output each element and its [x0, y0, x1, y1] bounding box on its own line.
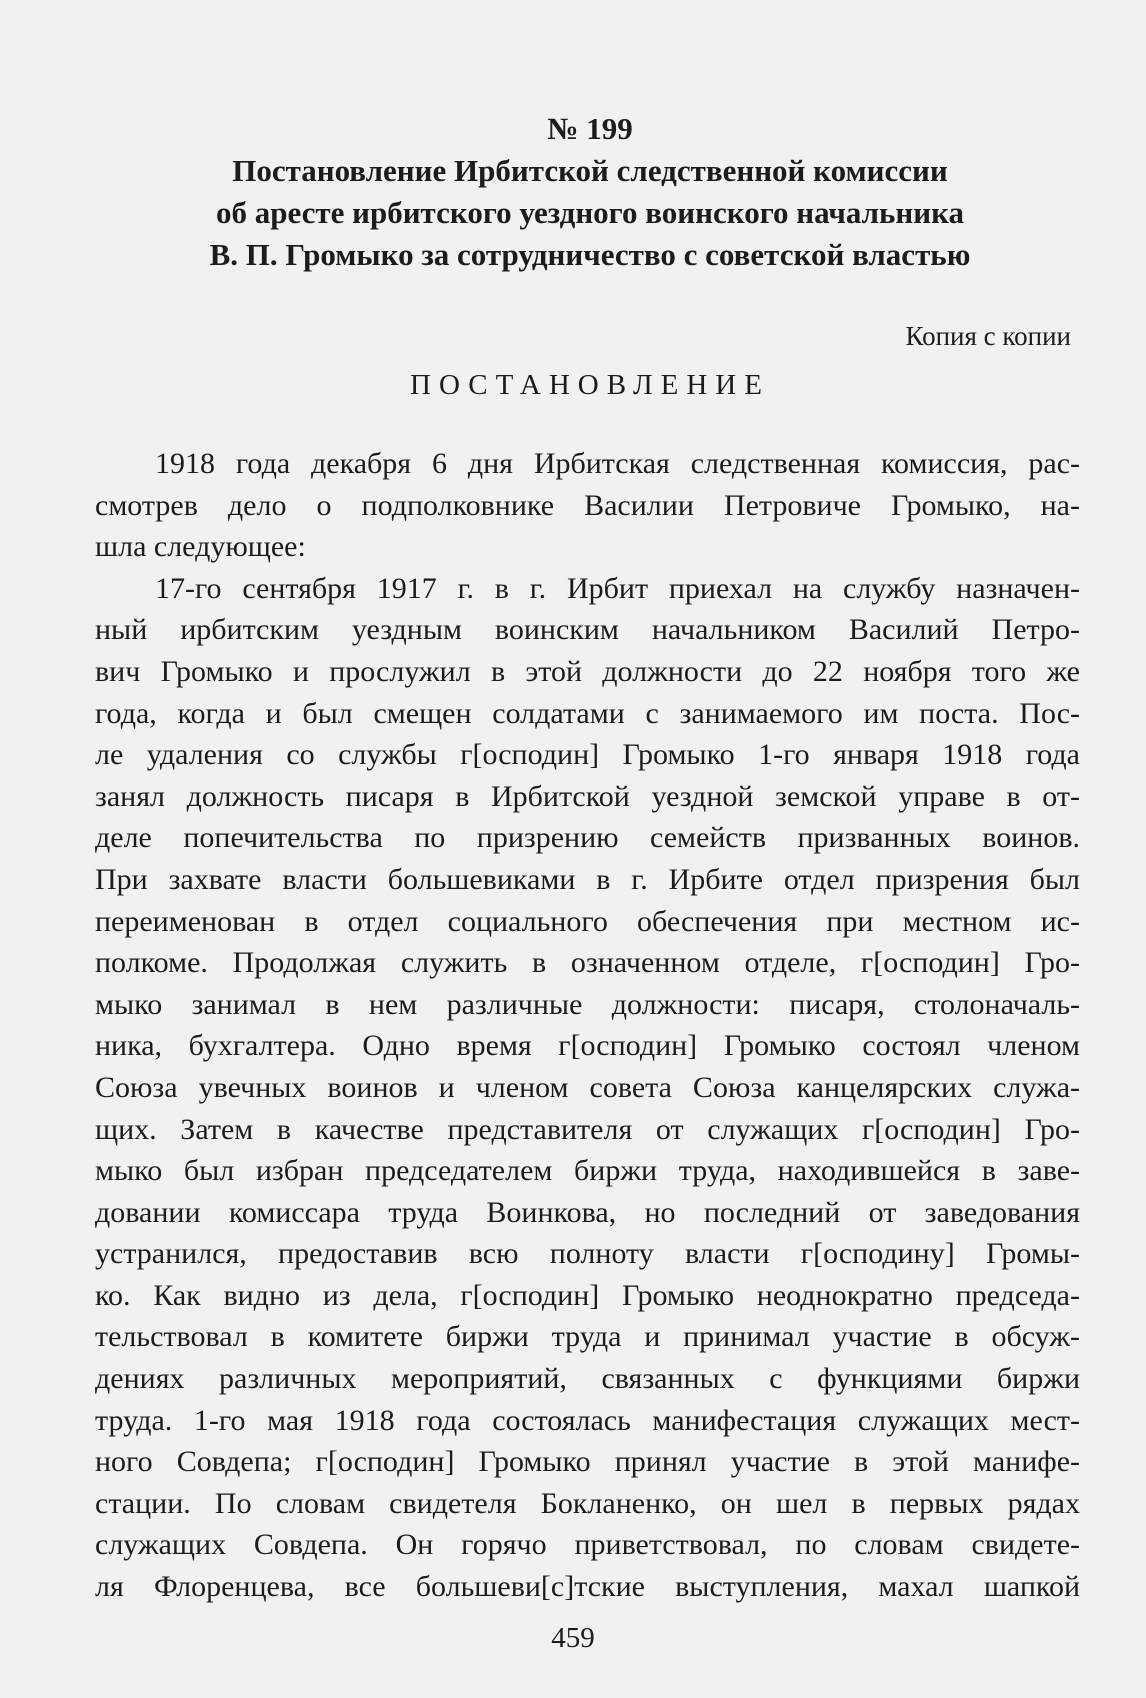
body-line: ного Совдепа; г[осподин] Громыко принял участие в этой манифе- [95, 1445, 1080, 1479]
body-line: ный ирбитским уездным воинским начальником Василий Петро- [95, 613, 1080, 647]
title-line: об аресте ирбитского уездного воинского начальника [215, 195, 965, 230]
body-line: полкоме. Продолжая служить в означенном отделе, г[осподин] Гро- [95, 946, 1080, 980]
section-heading: ПОСТАНОВЛЕНИЕ [410, 369, 770, 401]
document-number: № 199 [547, 111, 633, 146]
body-line: ко. Как видно из дела, г[осподин] Громыко неоднократно председа- [95, 1278, 1080, 1312]
body-line: шла следующее: [95, 530, 306, 564]
page-number: 459 [551, 1622, 595, 1654]
body-line: занял должность писаря в Ирбитской уездной земской управе в от- [95, 779, 1080, 813]
body-line: смотрев дело о подполковнике Василии Петровиче Громыко, на- [95, 488, 1080, 522]
body-line: довании комиссара труда Воинкова, но последний от заведования [95, 1195, 1080, 1229]
body-line: года, когда и был смещен солдатами с занимаемого им поста. Пос- [95, 696, 1080, 730]
document-title [100, 150, 1080, 276]
body-line: стации. По словам свидетеля Бокланенко, он шел в первых рядах [95, 1486, 1080, 1520]
body-line: дениях различных мероприятий, связанных с функциями биржи [95, 1362, 1080, 1396]
title-line: Постановление Ирбитской следственной комиссии [232, 153, 948, 188]
body-line: ля Флоренцева, все большеви[с]тские выступления, махал шапкой [95, 1570, 1080, 1604]
copy-note: Копия с копии [905, 321, 1071, 351]
body-line: деле попечительства по призрению семейств призванных воинов. [95, 821, 1080, 855]
body-line: мыко занимал в нем различные должности: писаря, столоначаль- [95, 987, 1080, 1021]
body-line: Союза увечных воинов и членом совета Союза канцелярских служа- [95, 1070, 1080, 1104]
body-line: мыко был избран председателем биржи труда, находившейся в заве- [95, 1154, 1080, 1188]
body-line: ника, бухгалтера. Одно время г[осподин] Громыко состоял членом [95, 1029, 1080, 1063]
body-text [95, 443, 1080, 1608]
body-line: труда. 1-го мая 1918 года состоялась манифестация служащих мест- [95, 1403, 1080, 1437]
body-line: 17-го сентября 1917 г. в г. Ирбит приехал на службу назначен- [155, 571, 1080, 605]
body-line: устранился, предоставив всю полноту власти г[осподину] Громы- [95, 1237, 1080, 1271]
body-line: щих. Затем в качестве представителя от служащих г[осподин] Гро- [95, 1112, 1080, 1146]
title-line: В. П. Громыко за сотрудничество с советской властью [209, 237, 971, 272]
body-line: При захвате власти большевиками в г. Ирбите отдел призрения был [95, 862, 1080, 896]
body-line: ле удаления со службы г[осподин] Громыко 1-го января 1918 года [95, 738, 1080, 772]
body-line: 1918 года декабря 6 дня Ирбитская следственная комиссия, рас- [155, 447, 1080, 480]
body-line: тельствовал в комитете биржи труда и принимал участие в обсуж- [95, 1320, 1080, 1354]
body-line: переименован в отдел социального обеспечения при местном ис- [95, 904, 1080, 938]
body-line: вич Громыко и прослужил в этой должности до 22 ноября того же [95, 654, 1080, 688]
body-line: служащих Совдепа. Он горячо приветствовал, по словам свидете- [95, 1528, 1080, 1562]
